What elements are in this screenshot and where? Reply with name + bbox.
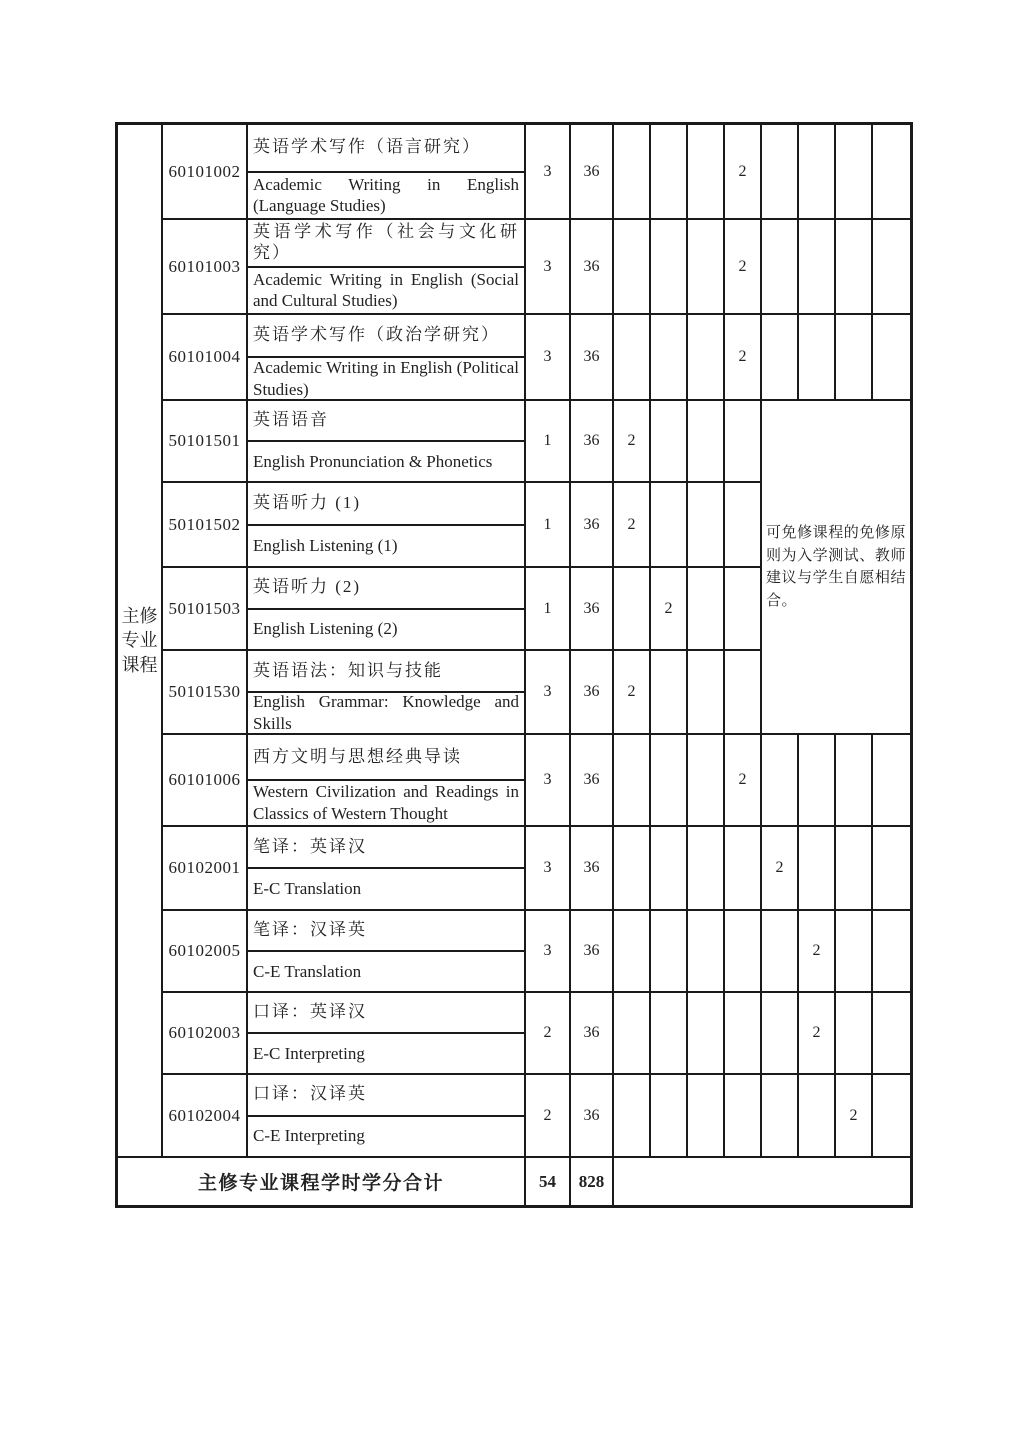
semester-credit-cell bbox=[836, 911, 873, 993]
semester-credit-cell: 2 bbox=[651, 568, 688, 651]
semester-credit-cell bbox=[873, 827, 910, 911]
course-name-en-text: English Listening (2) bbox=[253, 619, 398, 639]
semester-credit-cell bbox=[762, 315, 799, 401]
course-credits-cell: 1 bbox=[526, 401, 571, 483]
semester-credit-cell bbox=[799, 315, 836, 401]
semester-credit-cell bbox=[688, 911, 725, 993]
semester-credit-cell bbox=[688, 735, 725, 827]
course-name-cell bbox=[248, 315, 526, 401]
semester-credit-cell bbox=[762, 735, 799, 827]
course-code-cell: 60101004 bbox=[163, 315, 248, 401]
course-hours-cell: 36 bbox=[571, 401, 614, 483]
semester-credit-cell bbox=[836, 735, 873, 827]
semester-credit-cell bbox=[651, 315, 688, 401]
exemption-note-text: 可免修课程的免修原则为入学测试、教师建议与学生自愿相结合。 bbox=[766, 525, 906, 609]
semester-credit-cell bbox=[762, 911, 799, 993]
course-name-en bbox=[248, 1034, 524, 1073]
course-name-cell bbox=[248, 1075, 526, 1158]
course-hours-cell: 36 bbox=[571, 220, 614, 315]
course-code-cell: 50101503 bbox=[163, 568, 248, 651]
course-code-cell: 60102003 bbox=[163, 993, 248, 1075]
course-credits-cell: 3 bbox=[526, 735, 571, 827]
exemption-note-cell bbox=[762, 401, 910, 735]
course-name-en bbox=[248, 781, 524, 825]
course-credits-cell: 1 bbox=[526, 483, 571, 568]
course-name-en-text: E-C Translation bbox=[253, 879, 362, 899]
course-name-cn bbox=[248, 220, 524, 268]
course-name-cn bbox=[248, 483, 524, 526]
semester-credit-cell: 2 bbox=[614, 651, 651, 735]
course-name-en bbox=[248, 173, 524, 219]
course-credits-cell: 1 bbox=[526, 568, 571, 651]
course-credits-cell: 3 bbox=[526, 220, 571, 315]
semester-credit-cell bbox=[688, 651, 725, 735]
course-hours-cell: 36 bbox=[571, 1075, 614, 1158]
semester-credit-cell: 2 bbox=[614, 401, 651, 483]
semester-credit-cell bbox=[725, 1075, 762, 1158]
course-name-cn-text: 英语学术写作（政治学研究） bbox=[253, 325, 500, 345]
semester-credit-cell bbox=[836, 827, 873, 911]
course-name-cell bbox=[248, 401, 526, 483]
semester-credit-cell bbox=[651, 911, 688, 993]
semester-credit-cell: 2 bbox=[614, 483, 651, 568]
course-name-cn bbox=[248, 993, 524, 1034]
course-name-en bbox=[248, 268, 524, 314]
semester-credit-cell bbox=[614, 911, 651, 993]
semester-credit-cell bbox=[651, 827, 688, 911]
semester-credit-cell bbox=[762, 125, 799, 220]
semester-credit-cell bbox=[651, 993, 688, 1075]
semester-credit-cell: 2 bbox=[799, 993, 836, 1075]
semester-credit-cell bbox=[725, 568, 762, 651]
course-name-en bbox=[248, 610, 524, 650]
course-name-en-text: Western Civilization and Readings in Classics of Western Thought bbox=[253, 782, 519, 823]
semester-credit-cell bbox=[688, 125, 725, 220]
semester-credit-cell bbox=[836, 993, 873, 1075]
course-name-cn bbox=[248, 651, 524, 693]
total-hours-cell: 828 bbox=[571, 1158, 614, 1205]
semester-credit-cell bbox=[614, 568, 651, 651]
course-name-cn bbox=[248, 827, 524, 869]
course-name-cell bbox=[248, 125, 526, 220]
course-name-cn-text: 英语学术写作（社会与文化研究） bbox=[253, 222, 519, 262]
course-name-en-text: C-E Translation bbox=[253, 961, 362, 981]
course-name-cn bbox=[248, 735, 524, 781]
semester-credit-cell bbox=[873, 125, 910, 220]
semester-credit-cell bbox=[651, 651, 688, 735]
course-name-cn bbox=[248, 1075, 524, 1117]
semester-credit-cell bbox=[614, 1075, 651, 1158]
course-hours-cell: 36 bbox=[571, 651, 614, 735]
semester-credit-cell bbox=[725, 911, 762, 993]
course-code-cell: 60102004 bbox=[163, 1075, 248, 1158]
semester-credit-cell: 2 bbox=[725, 125, 762, 220]
course-name-cell bbox=[248, 993, 526, 1075]
course-name-cn bbox=[248, 315, 524, 358]
semester-credit-cell bbox=[799, 125, 836, 220]
semester-credit-cell bbox=[614, 220, 651, 315]
course-name-cell bbox=[248, 735, 526, 827]
semester-credit-cell bbox=[688, 993, 725, 1075]
course-name-en-text: Academic Writing in English (Language Studies) bbox=[253, 174, 519, 216]
semester-credit-cell bbox=[688, 220, 725, 315]
semester-credit-cell bbox=[688, 568, 725, 651]
course-name-en-text: Academic Writing in English (Social and Cultural Studies) bbox=[253, 269, 519, 311]
course-code-cell: 60101003 bbox=[163, 220, 248, 315]
course-name-cell bbox=[248, 483, 526, 568]
course-name-cell bbox=[248, 220, 526, 315]
course-name-cn bbox=[248, 125, 524, 173]
course-name-cn-text: 英语听力 (1) bbox=[253, 492, 362, 512]
course-name-en bbox=[248, 526, 524, 567]
course-hours-cell: 36 bbox=[571, 827, 614, 911]
semester-credit-cell: 2 bbox=[725, 220, 762, 315]
semester-credit-cell bbox=[651, 735, 688, 827]
course-credits-cell: 3 bbox=[526, 125, 571, 220]
total-credits-cell: 54 bbox=[526, 1158, 571, 1205]
semester-credit-cell bbox=[836, 220, 873, 315]
course-name-cn-text: 英语语音 bbox=[253, 410, 329, 430]
course-name-en bbox=[248, 358, 524, 399]
semester-credit-cell bbox=[725, 483, 762, 568]
semester-credit-cell bbox=[799, 735, 836, 827]
course-code-cell: 60101002 bbox=[163, 125, 248, 220]
semester-credit-cell bbox=[688, 401, 725, 483]
semester-credit-cell bbox=[651, 401, 688, 483]
semester-credit-cell: 2 bbox=[836, 1075, 873, 1158]
course-code-cell: 60101006 bbox=[163, 735, 248, 827]
semester-credit-cell bbox=[799, 1075, 836, 1158]
course-credits-cell: 3 bbox=[526, 911, 571, 993]
course-credits-cell: 3 bbox=[526, 651, 571, 735]
semester-credit-cell: 2 bbox=[799, 911, 836, 993]
course-code-cell: 50101501 bbox=[163, 401, 248, 483]
semester-credit-cell bbox=[762, 1075, 799, 1158]
course-name-cn bbox=[248, 568, 524, 610]
course-code-cell: 60102005 bbox=[163, 911, 248, 993]
semester-credit-cell bbox=[873, 1075, 910, 1158]
semester-credit-cell: 2 bbox=[725, 735, 762, 827]
course-name-cell bbox=[248, 568, 526, 651]
semester-credit-cell bbox=[651, 1075, 688, 1158]
semester-credit-cell bbox=[873, 735, 910, 827]
semester-credit-cell bbox=[688, 483, 725, 568]
semester-credit-cell bbox=[614, 315, 651, 401]
semester-credit-cell bbox=[799, 220, 836, 315]
course-name-en bbox=[248, 442, 524, 481]
semester-credit-cell bbox=[799, 827, 836, 911]
semester-credit-cell bbox=[614, 827, 651, 911]
course-name-en-text: C-E Interpreting bbox=[253, 1126, 365, 1146]
course-hours-cell: 36 bbox=[571, 125, 614, 220]
semester-credit-cell bbox=[836, 125, 873, 220]
course-name-en bbox=[248, 1117, 524, 1157]
course-name-cn-text: 英语听力 (2) bbox=[253, 577, 362, 597]
semester-credit-cell bbox=[614, 993, 651, 1075]
semester-credit-cell: 2 bbox=[725, 315, 762, 401]
course-name-en-text: English Listening (1) bbox=[253, 535, 398, 555]
course-hours-cell: 36 bbox=[571, 735, 614, 827]
semester-credit-cell bbox=[725, 827, 762, 911]
course-credits-cell: 3 bbox=[526, 315, 571, 401]
semester-credit-cell bbox=[873, 220, 910, 315]
semester-credit-cell bbox=[614, 735, 651, 827]
category-cell: 主修专业课程 bbox=[118, 125, 163, 1158]
semester-credit-cell bbox=[725, 651, 762, 735]
course-name-en-text: English Grammar: Knowledge and Skills bbox=[253, 692, 519, 733]
semester-credit-cell bbox=[873, 911, 910, 993]
course-name-en bbox=[248, 693, 524, 733]
course-name-cn-text: 口译：汉译英 bbox=[253, 1084, 367, 1104]
course-hours-cell: 36 bbox=[571, 911, 614, 993]
course-name-cn-text: 笔译：英译汉 bbox=[253, 836, 367, 856]
course-name-cn bbox=[248, 401, 524, 442]
course-name-en-text: Academic Writing in English (Political Studies) bbox=[253, 357, 519, 399]
course-name-cn-text: 西方文明与思想经典导读 bbox=[253, 746, 462, 766]
semester-credit-cell bbox=[651, 220, 688, 315]
course-credits-cell: 3 bbox=[526, 827, 571, 911]
course-name-en bbox=[248, 952, 524, 991]
course-name-cn-text: 英语语法：知识与技能 bbox=[253, 660, 443, 680]
course-name-cell bbox=[248, 651, 526, 735]
course-hours-cell: 36 bbox=[571, 993, 614, 1075]
course-name-cell bbox=[248, 827, 526, 911]
course-credits-cell: 2 bbox=[526, 1075, 571, 1158]
course-hours-cell: 36 bbox=[571, 568, 614, 651]
course-code-cell: 60102001 bbox=[163, 827, 248, 911]
course-credits-cell: 2 bbox=[526, 993, 571, 1075]
course-hours-cell: 36 bbox=[571, 315, 614, 401]
course-code-cell: 50101530 bbox=[163, 651, 248, 735]
semester-credit-cell: 2 bbox=[762, 827, 799, 911]
semester-credit-cell bbox=[762, 220, 799, 315]
course-name-cn-text: 口译：英译汉 bbox=[253, 1002, 367, 1022]
curriculum-table bbox=[115, 122, 913, 1208]
semester-credit-cell bbox=[688, 827, 725, 911]
course-name-en-text: E-C Interpreting bbox=[253, 1043, 365, 1063]
course-name-en bbox=[248, 869, 524, 909]
course-code-cell: 50101502 bbox=[163, 483, 248, 568]
semester-credit-cell bbox=[873, 315, 910, 401]
course-name-cn bbox=[248, 911, 524, 952]
semester-credit-cell bbox=[614, 125, 651, 220]
semester-credit-cell bbox=[873, 993, 910, 1075]
semester-credit-cell bbox=[725, 401, 762, 483]
semester-credit-cell bbox=[688, 315, 725, 401]
semester-credit-cell bbox=[762, 993, 799, 1075]
semester-credit-cell bbox=[688, 1075, 725, 1158]
total-label-cell: 主修专业课程学时学分合计 bbox=[118, 1158, 526, 1205]
semester-credit-cell bbox=[725, 993, 762, 1075]
course-name-cell bbox=[248, 911, 526, 993]
course-name-en-text: English Pronunciation & Phonetics bbox=[253, 451, 493, 471]
semester-credit-cell bbox=[651, 125, 688, 220]
course-hours-cell: 36 bbox=[571, 483, 614, 568]
semester-credit-cell bbox=[651, 483, 688, 568]
total-semester-empty-cell bbox=[614, 1158, 910, 1205]
semester-credit-cell bbox=[836, 315, 873, 401]
course-name-cn-text: 笔译：汉译英 bbox=[253, 920, 367, 940]
course-name-cn-text: 英语学术写作（语言研究） bbox=[253, 137, 481, 157]
